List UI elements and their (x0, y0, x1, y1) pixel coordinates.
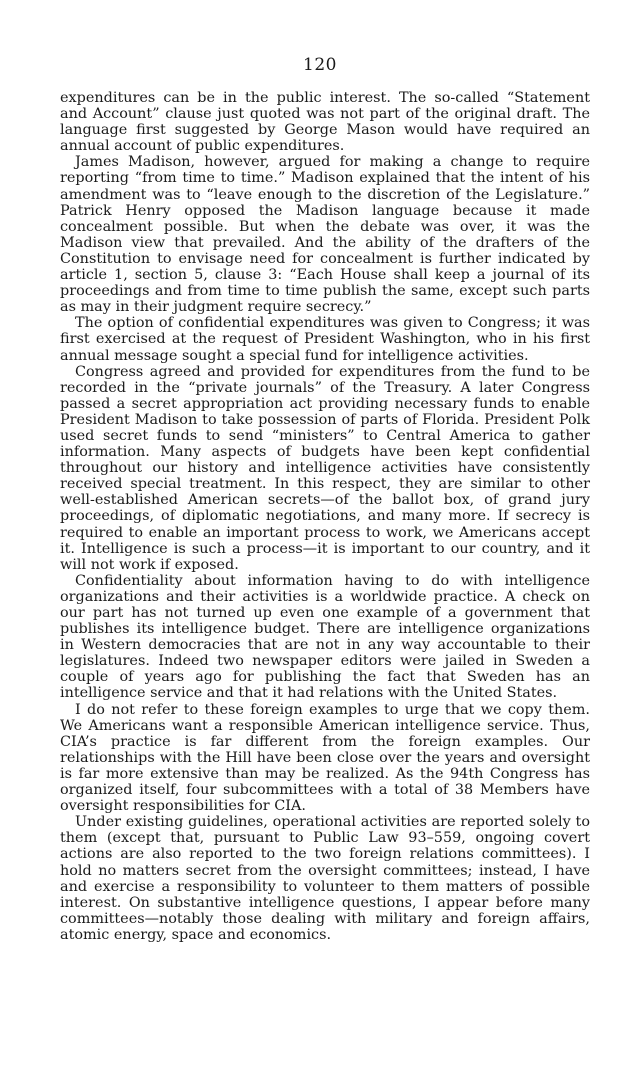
paragraph: Confidentiality about information having to do with intelligence organizations and their activities is a worldwide practice. A check on our part has not turned up even one example of a government that publishes its intelligence budget. There are intelligence organizations in Western democracies that are not in any way accountable to their legislatures. Indeed two newspaper editors were jailed in Sweden a couple of years ago for publishing the fact that Sweden has an intelligence service and that it had relations with the United States. (60, 572, 590, 702)
body-text (60, 90, 590, 943)
paragraph: Congress agreed and provided for expenditures from the fund to be recorded in the “private journals” of the Treasury. A later Congress passed a secret appropriation act providing necessary funds to enable President Madison to take possession of parts of Florida. President Polk used secret funds to send “ministers” to Central America to gather information. Many aspects of budgets have been kept confidential throughout our history and intelligence activities have consistently received special treatment. In this respect, they are similar to other well-established American secrets—of the ballot box, of grand jury proceedings, of diplomatic negotiations, and many more. If secrecy is required to enable an important process to work, we Americans accept it. Intelligence is such a process—it is important to our country, and it will not work if exposed. (60, 363, 590, 573)
paragraph: expenditures can be in the public interest. The so-called “Statement and Account” clause just quoted was not part of the original draft. The language first suggested by George Mason would have required an annual account of public expenditures. (60, 90, 590, 155)
paragraph: James Madison, however, argued for making a change to require reporting “from time to time.” Madison explained that the intent of his amendment was to “leave enough to the discretion of the Legislature.” Patrick Henry opposed the Madison language because it made concealment possible. But when the debate was over, it was the Madison view that prevailed. And the ability of the drafters of the Constitution to envisage need for concealment is further indicated by article 1, section 5, clause 3: “Each House shall keep a journal of its proceedings and from time to time publish the same, except such parts as may in their judgment require secrecy.” (60, 154, 590, 316)
page-number: 120 (303, 55, 337, 75)
paragraph: The option of confidential expenditures was given to Congress; it was first exercised at the request of President Washington, who in his first annual message sought a special fund for intelligence activities. (60, 315, 590, 364)
paragraph: Under existing guidelines, operational activities are reported solely to them (except that, pursuant to Public Law 93–559, ongoing covert actions are also reported to the two foreign relations committees). I hold no matters secret from the oversight committees; instead, I have and exercise a responsibility to volunteer to them matters of possible interest. On substantive intelligence questions, I appear before many committees—notably those dealing with military and foreign affairs, atomic energy, space and economics. (60, 814, 590, 943)
paragraph: I do not refer to these foreign examples to urge that we copy them. We Americans want a responsible American intelligence service. Thus, CIA’s practice is far different from the foreign examples. Our relationships with the Hill have been close over the years and oversight is far more extensive than may be realized. As the 94th Congress has organized itself, four subcommittees with a total of 38 Members have oversight responsibilities for CIA. (60, 701, 590, 815)
